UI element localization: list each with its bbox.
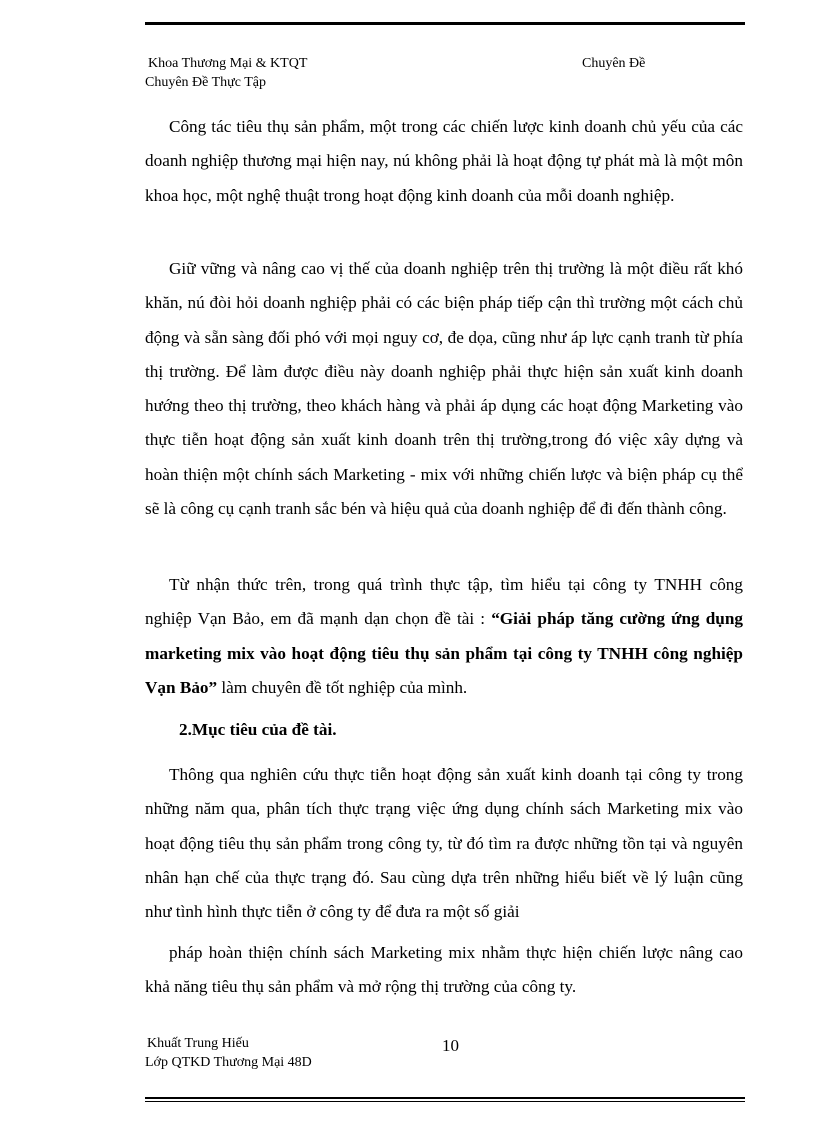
paragraph-4: Thông qua nghiên cứu thực tiễn hoạt động sản xuất kinh doanh tại công ty trong những năm qua, phân tích thực trạng việc ứng dụng chính sách Marketing mix vào hoạt động tiêu thụ sản phẩm trong công ty, từ đó tìm ra được những tồn tại và nguyên nhân hạn chế của thực trạng đó. Sau cùng dựa trên những hiểu biết về lý luận cũng như tình hình thực tiễn ở công ty để đưa ra một số giải	[145, 765, 743, 922]
thesis-title: “Giải pháp tăng cường ứng dụng marketing mix vào hoạt động tiêu thụ sản phẩm tại công ty TNHH công nghiệp Vạn Bảo”	[145, 609, 743, 697]
paragraph-3-start: Từ nhận thức trên, trong quá trình thực tập, tìm hiểu tại công ty TNHH công nghiệp Vạn Bảo, em đã mạnh dạn chọn đề tài :	[145, 575, 743, 629]
section-heading-block	[145, 713, 743, 747]
paragraph-2-block	[145, 252, 743, 526]
paragraph-5: pháp hoàn thiện chính sách Marketing mix nhằm thực hiện chiến lược nâng cao khả năng tiêu thụ sản phẩm và mở rộng thị trường của công ty.	[145, 943, 743, 997]
header-top-rule	[145, 22, 745, 25]
footer-rule-thick	[145, 1097, 745, 1099]
section-heading: 2.Mục tiêu của đề tài.	[179, 720, 337, 739]
footer-class: Lớp QTKD Thương Mại 48D	[145, 1055, 312, 1070]
footer-author: Khuất Trung Hiếu	[147, 1036, 249, 1051]
paragraph-3-block	[145, 568, 743, 705]
paragraph-3	[145, 568, 743, 705]
page-number: 10	[442, 1036, 459, 1055]
paragraph-1: Công tác tiêu thụ sản phẩm, một trong các chiến lược kinh doanh chủ yếu của các doanh nghiệp thương mại hiện nay, nú không phải là hoạt động tự phát mà là một môn khoa học, một nghệ thuật trong hoạt động kinh doanh của mỗi doanh nghiệp.	[145, 117, 743, 205]
paragraph-3-end: làm chuyên đề tốt nghiệp của mình.	[217, 677, 468, 697]
header-faculty: Khoa Thương Mại & KTQT	[148, 56, 308, 71]
header-subtitle: Chuyên Đề Thực Tập	[145, 75, 266, 90]
paragraph-2: Giữ vững và nâng cao vị thế của doanh nghiệp trên thị trường là một điều rất khó khăn, nú đòi hỏi doanh nghiệp phải có các biện pháp tiếp cận thì trường một cách chủ động và sẵn sàng đối phó với mọi nguy cơ, đe dọa, cũng như áp lực cạnh tranh từ phía thị trường. Để làm được điều này doanh nghiệp phải thực hiện sản xuất kinh doanh hướng theo thị trường, theo khách hàng và phải áp dụng các hoạt động Marketing vào thực tiễn hoạt động sản xuất kinh doanh trên thị trường,trong đó việc xây dựng và hoàn thiện một chính sách Marketing - mix với những chiến lược và biện pháp cụ thể sẽ là công cụ cạnh tranh sắc bén và hiệu quả của doanh nghiệp để đi đến thành công.	[145, 259, 743, 519]
header-doc-type: Chuyên Đề	[582, 56, 646, 71]
paragraph-1-block	[145, 110, 743, 213]
paragraph-5-block	[145, 936, 743, 1005]
footer-rule-thin	[145, 1101, 745, 1102]
paragraph-4-block	[145, 758, 743, 929]
